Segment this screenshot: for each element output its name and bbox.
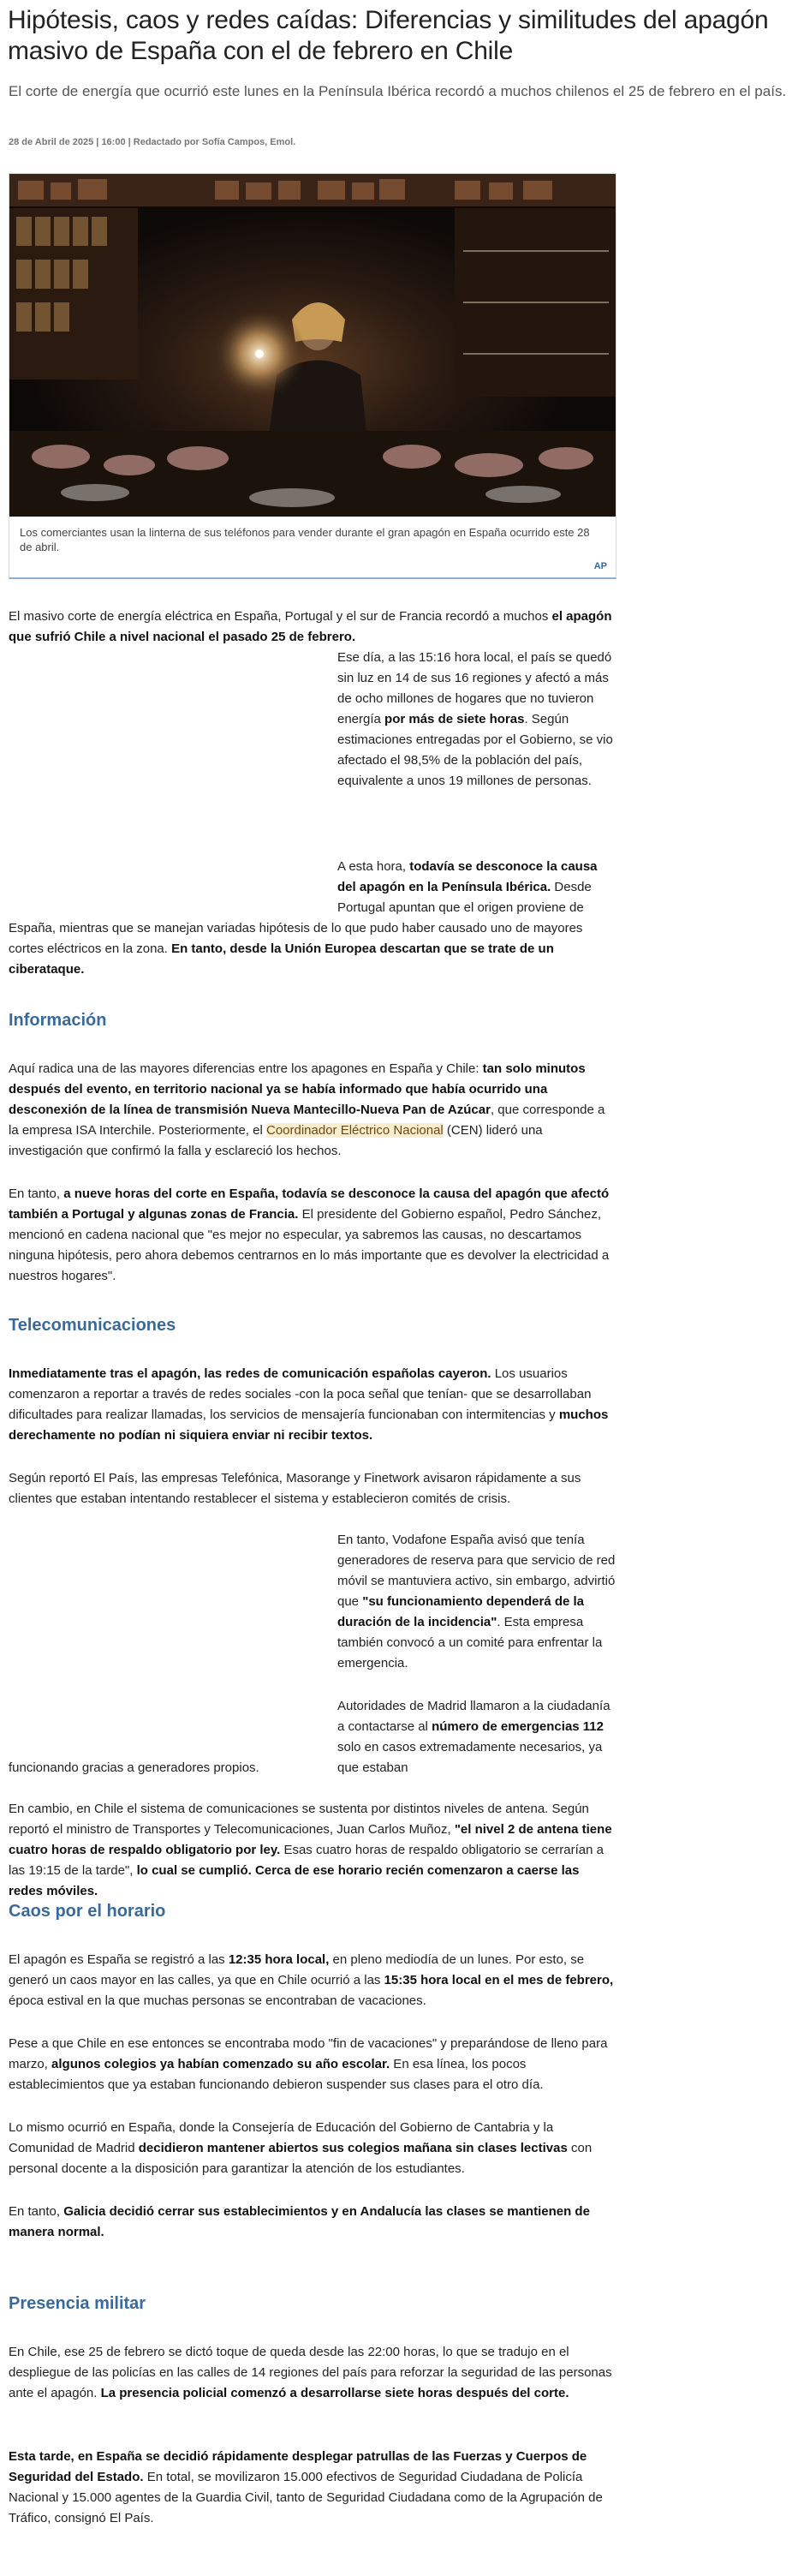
bold-segment: decidieron mantener abiertos sus colegios mañana sin clases lectivas <box>138 2141 568 2155</box>
paragraph-intro <box>9 607 616 648</box>
text-segment: En tanto, <box>9 2204 64 2219</box>
blackout-shop-photo <box>9 174 616 517</box>
bold-segment: 12:35 hora local, <box>228 1952 330 1967</box>
bold-segment: el apagón que sufrió Chile a nivel nacional el pasado 25 de febrero. <box>9 609 612 644</box>
bold-segment: todavía se desconoce la causa del apagón en la Península Ibérica. <box>337 859 598 894</box>
text-segment: En Chile, ese 25 de febrero se dictó toque de queda desde las 22:00 horas, lo que se tradujo en el despliegue de las policías en las calles de 14 regiones del país para reforzar la seguridad de las personas ante el apagón. <box>9 2345 612 2400</box>
section-heading-telecomunicaciones: Telecomunicaciones <box>9 1316 176 1335</box>
text-segment: En total, se movilizaron 15.000 efectivos de Seguridad Ciudadana de Policía Nacional y 15.000 agentes de la Guardia Civil, tanto de Seguridad Ciudadana como de la Agrupación de Tráfico, consignó El País. <box>9 2470 603 2525</box>
section-heading-informacion: Información <box>9 1011 107 1030</box>
text-segment: En cambio, en Chile el sistema de comunicaciones se sustenta por distintos niveles de antena. Según reportó el ministro de Transportes y Telecomunicaciones, Juan Carlos Muñoz, <box>9 1802 589 1837</box>
text-segment: El masivo corte de energía eléctrica en España, Portugal y el sur de Francia recordó a muchos <box>9 609 552 624</box>
paragraph-cause-unknown <box>337 857 616 918</box>
photo-credit[interactable]: AP <box>593 561 607 571</box>
paragraph-horario-4 <box>9 2202 616 2243</box>
text-segment: En esa línea, los pocos establecimientos que ya estaban funcionando debieron suspender sus clases para el otro día. <box>9 2057 544 2092</box>
text-segment: en pleno mediodía de un lunes. Por esto, se generó un caos mayor en las calles, ya que en Chile ocurrió a las <box>9 1952 585 1987</box>
bold-segment: 15:35 hora local en el mes de febrero, <box>384 1973 614 1987</box>
text-segment: , que corresponde a la empresa ISA Interchile. Posteriormente, el <box>9 1103 605 1138</box>
paragraph-chile-antenas <box>9 1799 616 1902</box>
section-heading-horario: Caos por el horario <box>9 1902 166 1921</box>
paragraph-telecom-1 <box>9 1364 616 1446</box>
bold-segment: Galicia decidió cerrar sus establecimientos y en Andalucía las clases se mantienen de manera normal. <box>9 2204 590 2239</box>
text-segment: A esta hora, <box>337 859 410 874</box>
text-segment: . Según estimaciones entregadas por el Gobierno, se vio afectado el 98,5% de la población del país, equivalente a unos 19 millones de personas. <box>337 712 613 788</box>
text-segment: Ese día, a las 15:16 hora local, el país se quedó sin luz en 14 de sus 16 regiones y afectó a más de ocho millones de hogares que no tuvieron energía <box>337 650 612 726</box>
article-photo[interactable] <box>9 174 616 517</box>
bold-segment: En tanto, desde la Unión Europea descartan que se trate de un ciberataque. <box>9 941 554 977</box>
paragraph-militar-2 <box>9 2447 616 2529</box>
paragraph-telecom-2: Según reportó El País, las empresas Telefónica, Masorange y Finetwork avisaron rápidamente a sus clientes que estaban intentando restablecer el sistema y establecieron comités de crisis. <box>9 1471 581 1506</box>
text-segment: época estival en la que muchas personas se encontraban de vacaciones. <box>9 1993 426 2008</box>
bold-segment: "el nivel 2 de antena tiene cuatro horas de respaldo obligatorio por ley. <box>9 1822 612 1857</box>
bold-segment: a nueve horas del corte en España, todavía se desconoce la causa del apagón que afectó también a Portugal y algunas zonas de Francia. <box>9 1186 610 1222</box>
text-segment: El apagón es España se registró a las <box>9 1952 229 1967</box>
text-segment: Desde Portugal apuntan que el origen proviene de <box>337 880 592 915</box>
paragraph-horario-3 <box>9 2118 616 2179</box>
text-segment: solo en casos extremadamente necesarios, ya que estaban <box>337 1740 603 1775</box>
bold-segment: tan solo minutos después del evento, en territorio nacional ya se había informado que había ocurrido una desconexión de la línea de transmisión Nueva Mantecillo-Nueva Pan de Azúcar <box>9 1061 586 1117</box>
paragraph-chile-outage <box>337 648 616 792</box>
text-segment: El presidente del Gobierno español, Pedro Sánchez, mencionó en cadena nacional que "es mejor no especular, ya sabremos las causas, no descartamos ninguna hipótesis, pero ahora debemos centrarnos en lo más importante que es devolver la electricidad a nuestros hogares". <box>9 1207 610 1283</box>
bold-segment: número de emergencias 112 <box>432 1719 604 1734</box>
paragraph-horario-1 <box>9 1950 616 2011</box>
section-heading-militar: Presencia militar <box>9 2294 146 2313</box>
paragraph-horario-2 <box>9 2034 616 2095</box>
text-segment: Lo mismo ocurrió en España, donde la Consejería de Educación del Gobierno de Cantabria y la Comunidad de Madrid <box>9 2120 554 2155</box>
text-segment: Autoridades de Madrid llamaron a la ciudadanía a contactarse al <box>337 1699 610 1734</box>
article-subtitle: El corte de energía que ocurrió este lunes en la Península Ibérica recordó a muchos chilenos el 25 de febrero en el país. <box>9 83 787 99</box>
paragraph-madrid-112-cont: funcionando gracias a generadores propios. <box>9 1760 259 1775</box>
text-segment: Los usuarios comenzaron a reportar a través de redes sociales -con la poca señal que tenían- que se desarrollaban dificultades para realizar llamadas, los servicios de mensajería funcionaban con intermitencias y <box>9 1366 592 1422</box>
bold-segment: Inmediatamente tras el apagón, las redes de comunicación españolas cayeron. <box>9 1366 491 1381</box>
bold-segment: muchos derechamente no podían ni siquiera enviar ni recibir textos. <box>9 1408 609 1443</box>
text-segment: En tanto, Vodafone España avisó que tenía generadores de reserva para que servicio de red móvil se mantuviera activo, sin embargo, advirtió que <box>337 1533 616 1609</box>
text-segment: Pese a que Chile en ese entonces se encontraba modo "fin de vacaciones" y preparándose de lleno para marzo, <box>9 2036 608 2071</box>
text-segment: España, mientras que se manejan variadas hipótesis de lo que pudo haber causado uno de mayores cortes eléctricos en la zona. <box>9 921 583 956</box>
text-segment: Aquí radica una de las mayores diferencias entre los apagones en España y Chile: <box>9 1061 483 1076</box>
bold-segment: La presencia policial comenzó a desarrollarse siete horas después del corte. <box>100 2386 569 2400</box>
text-segment: (CEN) lideró una investigación que confirmó la falla y esclareció los hechos. <box>9 1123 543 1158</box>
bold-segment: Esta tarde, en España se decidió rápidamente desplegar patrullas de las Fuerzas y Cuerpos de Seguridad del Estado. <box>9 2449 587 2484</box>
bold-segment: lo cual se cumplió. Cerca de ese horario recién comenzaron a caerse las redes móviles. <box>9 1863 580 1898</box>
text-segment: con personal docente a la disposición para garantizar la atención de los estudiantes. <box>9 2141 593 2176</box>
paragraph-vodafone <box>337 1530 616 1674</box>
paragraph-cause-unknown-cont <box>9 918 616 980</box>
article-byline: 28 de Abril de 2025 | 16:00 | Redactado por Sofía Campos, Emol. <box>9 137 296 147</box>
bold-segment: "su funcionamiento dependerá de la duración de la incidencia" <box>337 1594 585 1629</box>
photo-caption: Los comerciantes usan la linterna de sus teléfonos para vender durante el gran apagón en España ocurrido este 28 de abril. <box>20 526 590 553</box>
article-title: Hipótesis, caos y redes caídas: Diferencias y similitudes del apagón masivo de España con el de febrero en Chile <box>8 6 769 65</box>
text-segment: En tanto, <box>9 1186 64 1201</box>
bold-segment: algunos colegios ya habían comenzado su año escolar. <box>51 2057 390 2071</box>
bold-segment: por más de siete horas <box>384 712 525 726</box>
paragraph-informacion-2 <box>9 1184 616 1287</box>
text-segment: Esas cuatro horas de respaldo obligatorio se cerrarían a las 19:15 de la tarde", <box>9 1843 604 1878</box>
coordinador-link[interactable]: Coordinador Eléctrico Nacional <box>265 1123 444 1138</box>
paragraph-militar-1 <box>9 2342 616 2404</box>
paragraph-informacion-1 <box>9 1059 616 1162</box>
text-segment: . Esta empresa también convocó a un comité para enfrentar la emergencia. <box>337 1615 603 1671</box>
article-figure <box>9 173 616 579</box>
